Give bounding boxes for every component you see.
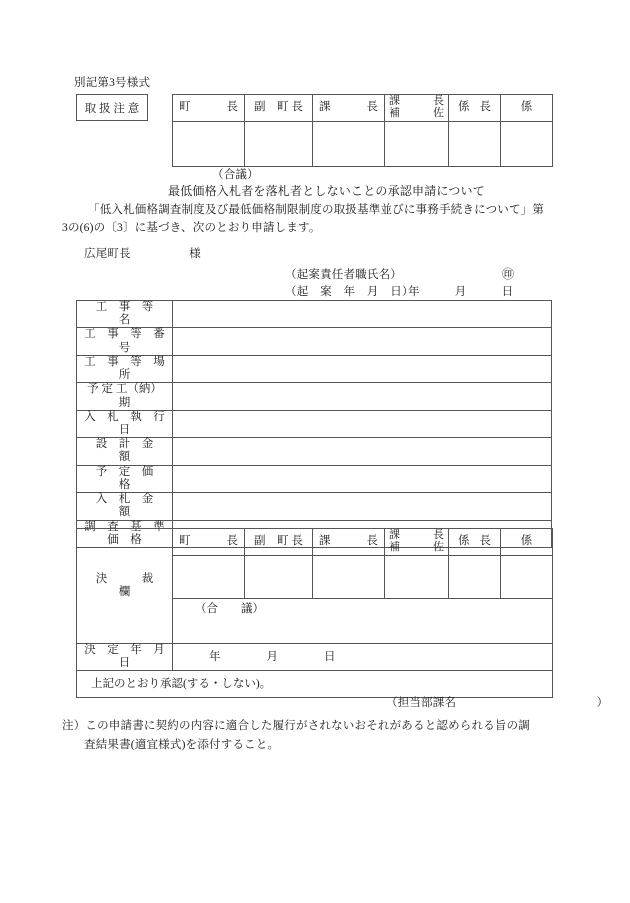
decision-approval-row: [77, 671, 553, 698]
approval-sign-section-chief[interactable]: [313, 122, 385, 167]
approval-sign-mayor[interactable]: [173, 122, 245, 167]
item-label-scheduled-period: [77, 383, 173, 410]
item-label-text: 入 札 金 額: [95, 493, 165, 519]
item-label-text: 入 札 執 行 日: [84, 410, 177, 436]
item-value-estimated-price[interactable]: [173, 465, 552, 492]
decision-goegi-cell[interactable]: [173, 599, 553, 644]
approval-col-deputy-mayor: [245, 95, 313, 122]
item-label-estimated-price: [77, 465, 173, 492]
approval-col-chief-l2: 長: [366, 101, 378, 114]
body-line-1: 「低入札価格調査制度及び最低価格制限制度の取扱基準並びに事務手続きについて」第: [88, 204, 545, 216]
addressee: 広尾町長 様: [84, 248, 201, 260]
decision-col-deputy-l1: 副 町: [254, 535, 289, 548]
decision-date-slots: 年 月 日: [209, 650, 336, 663]
item-value-work-name[interactable]: [173, 301, 552, 328]
item-detail-table: [76, 300, 552, 548]
decision-date-row: [77, 644, 553, 671]
decision-col-dchief-br: 佐: [433, 541, 444, 553]
item-label-work-name: [77, 301, 173, 328]
decision-sign-deputy-chief[interactable]: [385, 556, 449, 599]
item-label-text: 工 事 等 場 所: [84, 355, 177, 382]
note-line-1: 注）この申請書に契約の内容に適合した履行がされないおそれがあると認められる旨の調: [62, 720, 530, 732]
decision-goegi-label: （合 議）: [195, 603, 264, 615]
table-row: [77, 465, 552, 492]
approval-col-dchief-br: 佐: [433, 107, 444, 119]
decision-col-unit-chief: [449, 529, 501, 556]
goegi-label: （合議）: [212, 169, 259, 181]
approval-col-chief-l1: 課: [319, 101, 331, 114]
approval-sign-staff[interactable]: [501, 122, 553, 167]
draft-date-label: （起 案 年 月 日）: [285, 286, 414, 298]
decision-table: [76, 528, 553, 698]
item-value-bid-amount[interactable]: [173, 493, 552, 520]
table-row: [77, 493, 552, 520]
decision-col-staff-label: 係: [520, 535, 533, 548]
decision-col-dchief-tr: 長: [433, 529, 444, 542]
approval-statement-cell[interactable]: [77, 671, 553, 698]
decision-col-mayor: [173, 529, 245, 556]
handling-notice-box: [76, 94, 148, 121]
document-title: 最低価格入札者を落札者としないことの承認申請について: [168, 184, 485, 198]
approval-col-staff-label: 係: [520, 101, 533, 114]
approval-col-deputy-chief: [385, 95, 449, 122]
approval-col-deputy-l1: 副 町: [254, 101, 289, 114]
item-value-bid-date[interactable]: [173, 410, 552, 437]
item-label-bid-date: [77, 410, 177, 437]
decision-col-chief-l2: 長: [366, 535, 378, 548]
approval-statement-text: 上記のとおり承認(する・しない)。: [91, 677, 272, 690]
note-line-2: 査結果書(適宜様式)を添付すること。: [84, 739, 280, 751]
approval-col-dchief-bl: 補: [389, 107, 400, 119]
table-row: [77, 383, 552, 410]
approval-sign-unit-chief[interactable]: [449, 122, 501, 167]
decision-col-deputy-chief: [385, 529, 449, 556]
decision-col-deputy-mayor: [245, 529, 313, 556]
item-label-text: 工 事 等 番 号: [84, 328, 177, 354]
approval-col-staff: [501, 95, 553, 122]
table-row: [77, 355, 552, 382]
approval-sign-deputy-chief[interactable]: [385, 122, 449, 167]
drafter-label: （起案責任者職氏名）: [285, 269, 402, 281]
decision-col-deputy-l2: 長: [291, 535, 303, 548]
item-value-scheduled-period[interactable]: [173, 383, 552, 410]
item-label-text: 工 事 等 名: [95, 301, 165, 327]
draft-date-slots[interactable]: 年 月 日: [408, 286, 514, 298]
handling-notice-label: 取 扱 注 意: [84, 102, 140, 115]
item-label-text: 調 査 基 準 価 格: [84, 520, 177, 546]
approval-stamp-table: [172, 94, 553, 167]
table-row: [77, 438, 552, 465]
decision-sign-section-chief[interactable]: [313, 556, 385, 599]
item-label-design-amount: [77, 438, 173, 465]
item-value-work-location[interactable]: [173, 355, 552, 382]
item-value-work-number[interactable]: [173, 328, 552, 355]
approval-col-dchief-tr: 長: [433, 95, 444, 108]
approval-col-unit-l2: 長: [479, 101, 491, 114]
item-label-work-location: [77, 355, 177, 382]
approval-col-section-chief: [313, 95, 385, 122]
decision-col-unit-l2: 長: [479, 535, 491, 548]
seal-icon: ㊞: [502, 267, 515, 281]
decision-label: 決 裁 欄: [77, 529, 173, 644]
item-label-text: 予 定 価 格: [95, 465, 165, 491]
decision-col-mayor-l2: 長: [226, 535, 238, 548]
decision-header-row: [77, 529, 553, 556]
approval-col-mayor-l2: 長: [226, 101, 238, 114]
approval-col-unit-l1: 係: [458, 101, 470, 114]
decision-col-mayor-l1: 町: [179, 535, 191, 548]
item-label-work-number: [77, 328, 177, 355]
item-value-design-amount[interactable]: [173, 438, 552, 465]
item-label-text: 設 計 金 額: [95, 438, 165, 464]
approval-signature-row: [173, 122, 553, 167]
decision-col-dchief-bl: 補: [389, 541, 400, 553]
decision-date-label-text: 決 定 年 月 日: [84, 644, 177, 670]
approval-header-row: [173, 95, 553, 122]
decision-sign-staff[interactable]: [501, 556, 553, 599]
approval-col-unit-chief: [449, 95, 501, 122]
decision-date-label: [77, 644, 177, 671]
decision-col-staff: [501, 529, 553, 556]
decision-date-value[interactable]: [173, 644, 553, 671]
approval-sign-deputy-mayor[interactable]: [245, 122, 313, 167]
decision-col-dchief-tl: 課: [389, 529, 400, 542]
item-label-text: 予 定 工（納）期: [87, 383, 162, 409]
table-row: [77, 328, 552, 355]
decision-col-unit-l1: 係: [458, 535, 470, 548]
body-line-2: 3の(6)の〔3〕に基づき、次のとおり申請します。: [62, 222, 321, 234]
decision-col-chief-l1: 課: [319, 535, 331, 548]
form-number: 別記第3号様式: [74, 77, 151, 89]
decision-col-section-chief: [313, 529, 385, 556]
approval-col-mayor: [173, 95, 245, 122]
approval-col-mayor-l1: 町: [179, 101, 191, 114]
item-label-bid-amount: [77, 493, 173, 520]
approval-col-deputy-l2: 長: [291, 101, 303, 114]
department-line[interactable]: （担当部課名 ）: [386, 697, 609, 709]
decision-sign-unit-chief[interactable]: [449, 556, 501, 599]
table-row: [77, 301, 552, 328]
table-row: [77, 410, 552, 437]
approval-col-dchief-tl: 課: [389, 95, 400, 108]
decision-sign-deputy-mayor[interactable]: [245, 556, 313, 599]
